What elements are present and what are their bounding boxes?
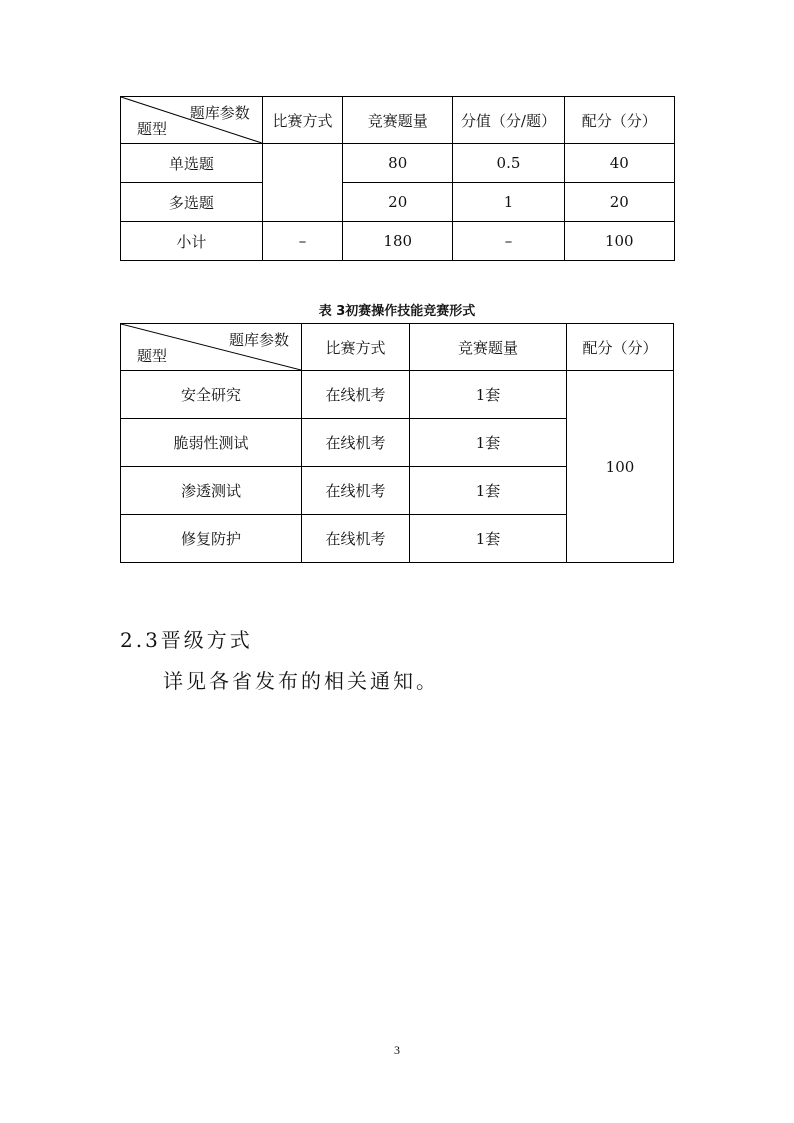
row-count: 1套 bbox=[410, 467, 567, 515]
row-type: 渗透测试 bbox=[121, 467, 302, 515]
row-method: 在线机考 bbox=[302, 467, 410, 515]
row-score: 0.5 bbox=[453, 144, 564, 183]
table-caption: 表 3初赛操作技能竞赛形式 bbox=[318, 304, 476, 319]
table-row bbox=[121, 183, 675, 222]
row-method: 在线机考 bbox=[302, 371, 410, 419]
row-type: 安全研究 bbox=[121, 371, 302, 419]
total-score-merged: 100 bbox=[567, 371, 674, 563]
table-row-subtotal bbox=[121, 222, 675, 261]
row-count: 180 bbox=[343, 222, 453, 261]
row-count: 80 bbox=[343, 144, 453, 183]
row-total: 40 bbox=[564, 144, 674, 183]
row-count: 1套 bbox=[410, 371, 567, 419]
row-count: 20 bbox=[343, 183, 453, 222]
row-method: – bbox=[262, 222, 342, 261]
section-heading: 2.3晋级方式 bbox=[120, 628, 253, 652]
diagonal-header-cell bbox=[121, 324, 302, 371]
row-total: 100 bbox=[564, 222, 674, 261]
row-score: – bbox=[453, 222, 564, 261]
row-type: 多选题 bbox=[121, 183, 263, 222]
row-total: 20 bbox=[564, 183, 674, 222]
row-type: 单选题 bbox=[121, 144, 263, 183]
col-header-method: 比赛方式 bbox=[262, 97, 342, 144]
row-score: 1 bbox=[453, 183, 564, 222]
col-header-count: 竞赛题量 bbox=[410, 324, 567, 371]
header-type-label: 题型 bbox=[137, 347, 168, 365]
row-method: 在线机考 bbox=[302, 515, 410, 563]
page-number: 3 bbox=[394, 1043, 400, 1057]
skill-competition-table bbox=[120, 323, 674, 563]
header-params-label: 题库参数 bbox=[228, 331, 289, 349]
col-header-total: 配分（分） bbox=[564, 97, 674, 144]
row-type: 修复防护 bbox=[121, 515, 302, 563]
question-bank-table bbox=[120, 96, 675, 261]
row-method-merged bbox=[262, 144, 342, 222]
header-type-label: 题型 bbox=[137, 120, 168, 138]
row-type: 脆弱性测试 bbox=[121, 419, 302, 467]
table-row bbox=[121, 144, 675, 183]
table-row bbox=[121, 371, 674, 419]
row-count: 1套 bbox=[410, 419, 567, 467]
header-params-label: 题库参数 bbox=[189, 104, 250, 122]
col-header-count: 竞赛题量 bbox=[343, 97, 453, 144]
col-header-total: 配分（分） bbox=[567, 324, 674, 371]
row-count: 1套 bbox=[410, 515, 567, 563]
col-header-score: 分值（分/题） bbox=[453, 97, 564, 144]
col-header-method: 比赛方式 bbox=[302, 324, 410, 371]
diagonal-header-cell bbox=[121, 97, 263, 144]
section-paragraph: 详见各省发布的相关通知。 bbox=[163, 669, 439, 693]
row-method: 在线机考 bbox=[302, 419, 410, 467]
row-type: 小计 bbox=[121, 222, 263, 261]
